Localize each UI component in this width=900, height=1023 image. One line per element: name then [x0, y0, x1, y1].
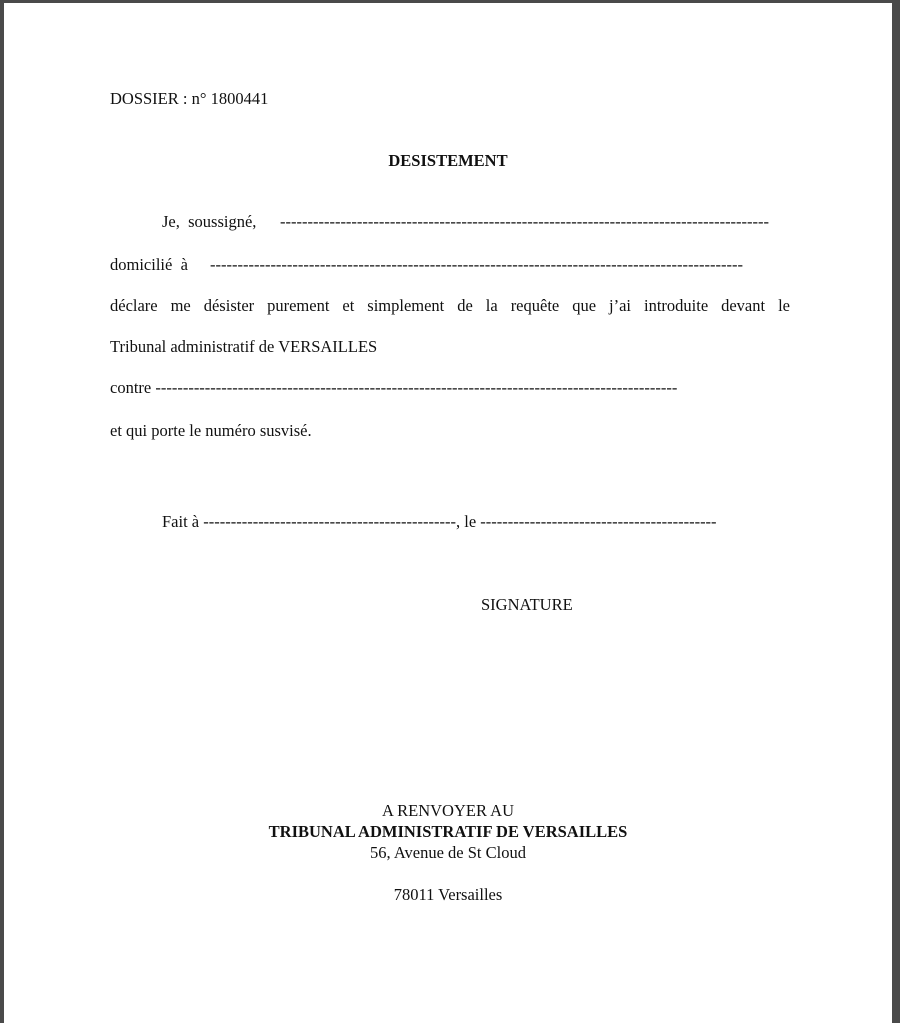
tribunal-line: Tribunal administratif de VERSAILLES — [110, 337, 378, 356]
document-page — [4, 3, 892, 1023]
declaration-word: devant — [721, 296, 766, 315]
soussigne-label: Je, soussigné, — [162, 212, 257, 231]
document-title: DESISTEMENT — [388, 151, 508, 170]
declaration-word: déclare — [110, 296, 158, 315]
declaration-word: la — [485, 296, 498, 315]
footer-city: 78011 Versailles — [393, 885, 503, 904]
domicilie-label: domicilié à — [110, 255, 188, 274]
declaration-word: simplement — [367, 296, 445, 315]
dossier-number: DOSSIER : n° 1800441 — [110, 89, 269, 108]
signature-label: SIGNATURE — [481, 595, 573, 614]
footer-address: 56, Avenue de St Cloud — [370, 843, 526, 862]
declaration-word: désister — [203, 296, 255, 315]
declaration-word: me — [170, 296, 191, 315]
declaration-word: introduite — [643, 296, 709, 315]
declaration-word: j’ai — [609, 296, 632, 315]
declaration-word: que — [572, 296, 597, 315]
declaration-word: le — [778, 296, 790, 315]
footer-tribunal: TRIBUNAL ADMINISTRATIF DE VERSAILLES — [268, 822, 628, 841]
declaration-word: de — [457, 296, 473, 315]
declaration-line — [110, 296, 790, 316]
contre-line: contre ----------------------------------------------------------------------------------------------- — [110, 378, 678, 397]
numero-line: et qui porte le numéro susvisé. — [110, 421, 312, 440]
footer-renvoyer: A RENVOYER AU — [381, 801, 514, 820]
domicilie-blank: ------------------------------------------------------------------------------------------------- — [210, 255, 743, 274]
declaration-word: et — [342, 296, 355, 315]
fait-line: Fait à ----------------------------------------------, le ------------------------------------------- — [162, 512, 717, 531]
declaration-word: purement — [267, 296, 330, 315]
soussigne-blank: ----------------------------------------------------------------------------------------- — [280, 212, 770, 231]
declaration-word: requête — [510, 296, 560, 315]
